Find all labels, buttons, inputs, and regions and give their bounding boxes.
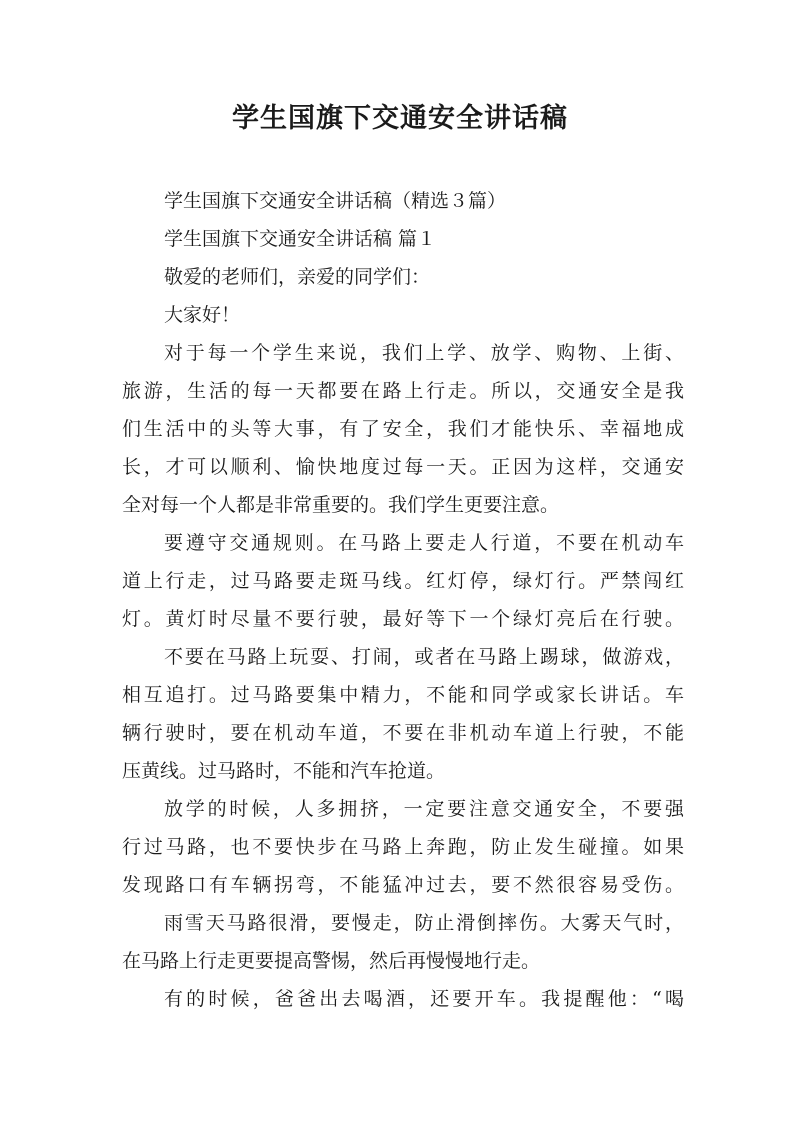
text-line: 发现路口有车辆拐弯，不能猛冲过去，要不然很容易受伤。 [122,874,684,896]
text-line: 灯。黄灯时尽量不要行驶，最好等下一个绿灯亮后在行驶。 [122,608,684,630]
text-line: 行过马路，也不要快步在马路上奔跑，防止发生碰撞。如果 [122,836,684,858]
text-line: 们生活中的头等大事，有了安全，我们才能快乐、幸福地成 [122,418,684,440]
text-line: 全对每一个人都是非常重要的。我们学生更要注意。 [122,494,560,516]
text-line: 旅游，生活的每一天都要在路上行走。所以，交通安全是我 [122,380,684,402]
text-line: 学生国旗下交通安全讲话稿（精选３篇） [164,190,507,212]
text-line: 放学的时候，人多拥挤，一定要注意交通安全，不要强 [164,798,684,820]
text-line: 不要在马路上玩耍、打闹，或者在马路上踢球，做游戏， [164,646,684,668]
text-line: 要遵守交通规则。在马路上要走人行道，不要在机动车 [164,532,684,554]
text-line: 压黄线。过马路时，不能和汽车抢道。 [122,760,446,782]
text-line: 辆行驶时，要在机动车道，不要在非机动车道上行驶，不能 [122,722,684,744]
text-line: 学生国旗下交通安全讲话稿 篇１ [164,228,437,250]
text-line: 道上行走，过马路要走斑马线。红灯停，绿灯行。严禁闯红 [122,570,684,592]
text-line: 敬爱的老师们，亲爱的同学们： [164,266,431,288]
text-line: 在马路上行走更要提高警惕，然后再慢慢地行走。 [122,950,541,972]
text-line: 相互追打。过马路要集中精力，不能和同学或家长讲话。车 [122,684,684,706]
text-line: 雨雪天马路很滑，要慢走，防止滑倒摔伤。大雾天气时， [164,912,684,934]
text-line: 有的时候，爸爸出去喝酒，还要开车。我提醒他：“喝 [164,988,684,1010]
document-body [122,182,684,1018]
text-line: 大家好！ [164,304,241,326]
text-line: 长，才可以顺利、愉快地度过每一天。正因为这样，交通安 [122,456,684,478]
text-line: 对于每一个学生来说，我们上学、放学、购物、上街、 [164,342,684,364]
document-title: 学生国旗下交通安全讲话稿 [232,103,568,134]
